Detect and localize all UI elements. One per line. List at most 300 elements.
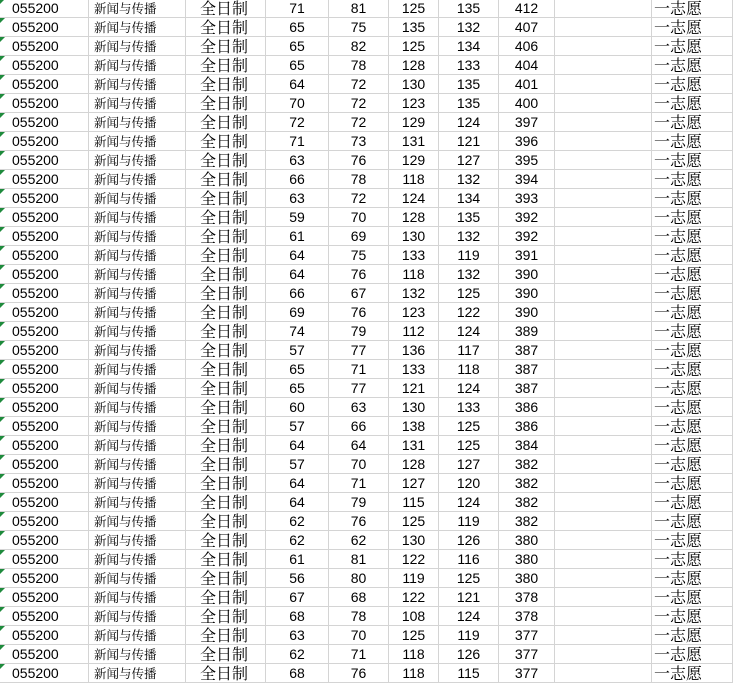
cell-score-3[interactable]: 123: [389, 94, 439, 113]
cell-score-2[interactable]: 82: [329, 37, 389, 56]
cell-major[interactable]: 新闻与传播: [89, 303, 186, 322]
cell-study-type[interactable]: 全日制: [186, 512, 266, 531]
cell-score-3[interactable]: 130: [389, 227, 439, 246]
cell-score-3[interactable]: 135: [389, 18, 439, 37]
cell-code[interactable]: [0, 227, 89, 246]
cell-major[interactable]: 新闻与传播: [89, 664, 186, 683]
cell-empty[interactable]: [555, 94, 652, 113]
cell-score-3[interactable]: 119: [389, 569, 439, 588]
cell-volunteer[interactable]: 一志愿: [652, 550, 733, 569]
cell-score-2[interactable]: 69: [329, 227, 389, 246]
cell-total[interactable]: 392: [499, 227, 555, 246]
cell-score-1[interactable]: 63: [266, 626, 329, 645]
cell-score-3[interactable]: 112: [389, 322, 439, 341]
cell-score-4[interactable]: 125: [439, 436, 499, 455]
cell-total[interactable]: 390: [499, 303, 555, 322]
cell-major[interactable]: 新闻与传播: [89, 645, 186, 664]
cell-empty[interactable]: [555, 607, 652, 626]
cell-score-1[interactable]: 63: [266, 151, 329, 170]
cell-score-4[interactable]: 133: [439, 398, 499, 417]
cell-study-type[interactable]: 全日制: [186, 645, 266, 664]
cell-score-4[interactable]: 135: [439, 0, 499, 18]
cell-major[interactable]: 新闻与传播: [89, 227, 186, 246]
cell-volunteer[interactable]: 一志愿: [652, 379, 733, 398]
cell-major[interactable]: 新闻与传播: [89, 94, 186, 113]
cell-empty[interactable]: [555, 284, 652, 303]
cell-major[interactable]: 新闻与传播: [89, 56, 186, 75]
cell-total[interactable]: 404: [499, 56, 555, 75]
cell-empty[interactable]: [555, 189, 652, 208]
cell-score-3[interactable]: 125: [389, 37, 439, 56]
cell-major[interactable]: 新闻与传播: [89, 75, 186, 94]
cell-study-type[interactable]: 全日制: [186, 75, 266, 94]
cell-score-3[interactable]: 127: [389, 474, 439, 493]
cell-empty[interactable]: [555, 474, 652, 493]
cell-total[interactable]: 384: [499, 436, 555, 455]
cell-score-3[interactable]: 123: [389, 303, 439, 322]
cell-code[interactable]: [0, 303, 89, 322]
cell-score-4[interactable]: 135: [439, 94, 499, 113]
cell-volunteer[interactable]: 一志愿: [652, 151, 733, 170]
cell-score-1[interactable]: 71: [266, 132, 329, 151]
cell-score-1[interactable]: 64: [266, 246, 329, 265]
cell-score-4[interactable]: 117: [439, 341, 499, 360]
cell-score-4[interactable]: 124: [439, 379, 499, 398]
cell-total[interactable]: 400: [499, 94, 555, 113]
cell-empty[interactable]: [555, 227, 652, 246]
cell-total[interactable]: 387: [499, 379, 555, 398]
cell-total[interactable]: 380: [499, 531, 555, 550]
cell-volunteer[interactable]: 一志愿: [652, 493, 733, 512]
cell-empty[interactable]: [555, 113, 652, 132]
cell-major[interactable]: 新闻与传播: [89, 588, 186, 607]
cell-total[interactable]: 377: [499, 645, 555, 664]
cell-total[interactable]: 401: [499, 75, 555, 94]
cell-volunteer[interactable]: 一志愿: [652, 455, 733, 474]
cell-score-2[interactable]: 78: [329, 607, 389, 626]
cell-score-3[interactable]: 131: [389, 436, 439, 455]
cell-score-2[interactable]: 67: [329, 284, 389, 303]
cell-volunteer[interactable]: 一志愿: [652, 189, 733, 208]
cell-code[interactable]: [0, 246, 89, 265]
cell-total[interactable]: 393: [499, 189, 555, 208]
cell-score-3[interactable]: 136: [389, 341, 439, 360]
cell-score-4[interactable]: 120: [439, 474, 499, 493]
cell-total[interactable]: 386: [499, 417, 555, 436]
cell-volunteer[interactable]: 一志愿: [652, 341, 733, 360]
cell-code[interactable]: [0, 398, 89, 417]
cell-major[interactable]: 新闻与传播: [89, 0, 186, 18]
cell-empty[interactable]: [555, 322, 652, 341]
cell-score-3[interactable]: 118: [389, 664, 439, 683]
cell-volunteer[interactable]: 一志愿: [652, 94, 733, 113]
cell-score-4[interactable]: 132: [439, 170, 499, 189]
cell-volunteer[interactable]: 一志愿: [652, 322, 733, 341]
cell-score-1[interactable]: 70: [266, 94, 329, 113]
cell-volunteer[interactable]: 一志愿: [652, 398, 733, 417]
cell-study-type[interactable]: 全日制: [186, 18, 266, 37]
cell-empty[interactable]: [555, 645, 652, 664]
cell-score-3[interactable]: 130: [389, 531, 439, 550]
cell-total[interactable]: 382: [499, 474, 555, 493]
cell-empty[interactable]: [555, 379, 652, 398]
cell-score-4[interactable]: 122: [439, 303, 499, 322]
cell-score-2[interactable]: 66: [329, 417, 389, 436]
cell-score-4[interactable]: 119: [439, 626, 499, 645]
cell-score-3[interactable]: 133: [389, 360, 439, 379]
cell-score-1[interactable]: 62: [266, 531, 329, 550]
cell-major[interactable]: 新闻与传播: [89, 151, 186, 170]
cell-empty[interactable]: [555, 569, 652, 588]
cell-score-4[interactable]: 124: [439, 113, 499, 132]
cell-empty[interactable]: [555, 151, 652, 170]
cell-empty[interactable]: [555, 550, 652, 569]
cell-score-3[interactable]: 130: [389, 75, 439, 94]
cell-empty[interactable]: [555, 664, 652, 683]
cell-score-2[interactable]: 72: [329, 94, 389, 113]
cell-score-4[interactable]: 124: [439, 607, 499, 626]
cell-score-3[interactable]: 115: [389, 493, 439, 512]
cell-score-3[interactable]: 128: [389, 455, 439, 474]
cell-score-2[interactable]: 81: [329, 550, 389, 569]
cell-score-3[interactable]: 138: [389, 417, 439, 436]
cell-total[interactable]: 378: [499, 588, 555, 607]
cell-volunteer[interactable]: 一志愿: [652, 132, 733, 151]
cell-study-type[interactable]: 全日制: [186, 189, 266, 208]
cell-volunteer[interactable]: 一志愿: [652, 56, 733, 75]
cell-score-4[interactable]: 132: [439, 227, 499, 246]
cell-score-4[interactable]: 135: [439, 75, 499, 94]
cell-study-type[interactable]: 全日制: [186, 303, 266, 322]
cell-code[interactable]: [0, 265, 89, 284]
cell-score-1[interactable]: 64: [266, 493, 329, 512]
cell-total[interactable]: 406: [499, 37, 555, 56]
cell-code[interactable]: [0, 531, 89, 550]
cell-score-3[interactable]: 125: [389, 626, 439, 645]
cell-empty[interactable]: [555, 360, 652, 379]
cell-study-type[interactable]: 全日制: [186, 417, 266, 436]
cell-volunteer[interactable]: 一志愿: [652, 588, 733, 607]
cell-score-4[interactable]: 125: [439, 569, 499, 588]
cell-major[interactable]: 新闻与传播: [89, 474, 186, 493]
cell-score-4[interactable]: 126: [439, 531, 499, 550]
cell-code[interactable]: [0, 455, 89, 474]
cell-volunteer[interactable]: 一志愿: [652, 265, 733, 284]
cell-study-type[interactable]: 全日制: [186, 379, 266, 398]
cell-major[interactable]: 新闻与传播: [89, 18, 186, 37]
cell-major[interactable]: 新闻与传播: [89, 550, 186, 569]
cell-code[interactable]: [0, 664, 89, 683]
cell-volunteer[interactable]: 一志愿: [652, 208, 733, 227]
cell-score-1[interactable]: 57: [266, 455, 329, 474]
cell-study-type[interactable]: 全日制: [186, 550, 266, 569]
cell-score-1[interactable]: 67: [266, 588, 329, 607]
cell-study-type[interactable]: 全日制: [186, 246, 266, 265]
cell-major[interactable]: 新闻与传播: [89, 37, 186, 56]
cell-empty[interactable]: [555, 18, 652, 37]
cell-code[interactable]: [0, 189, 89, 208]
cell-study-type[interactable]: 全日制: [186, 360, 266, 379]
cell-score-3[interactable]: 125: [389, 512, 439, 531]
cell-score-2[interactable]: 79: [329, 322, 389, 341]
cell-study-type[interactable]: 全日制: [186, 94, 266, 113]
cell-empty[interactable]: [555, 246, 652, 265]
cell-score-2[interactable]: 77: [329, 379, 389, 398]
cell-score-1[interactable]: 61: [266, 550, 329, 569]
cell-study-type[interactable]: 全日制: [186, 626, 266, 645]
cell-volunteer[interactable]: 一志愿: [652, 626, 733, 645]
cell-major[interactable]: 新闻与传播: [89, 170, 186, 189]
cell-score-4[interactable]: 126: [439, 645, 499, 664]
cell-score-3[interactable]: 108: [389, 607, 439, 626]
cell-score-4[interactable]: 121: [439, 588, 499, 607]
cell-study-type[interactable]: 全日制: [186, 227, 266, 246]
cell-major[interactable]: 新闻与传播: [89, 246, 186, 265]
cell-volunteer[interactable]: 一志愿: [652, 607, 733, 626]
cell-total[interactable]: 395: [499, 151, 555, 170]
cell-code[interactable]: [0, 208, 89, 227]
cell-major[interactable]: 新闻与传播: [89, 531, 186, 550]
cell-code[interactable]: [0, 645, 89, 664]
cell-score-4[interactable]: 134: [439, 189, 499, 208]
cell-empty[interactable]: [555, 531, 652, 550]
cell-volunteer[interactable]: 一志愿: [652, 227, 733, 246]
cell-study-type[interactable]: 全日制: [186, 284, 266, 303]
cell-score-4[interactable]: 118: [439, 360, 499, 379]
cell-study-type[interactable]: 全日制: [186, 455, 266, 474]
cell-score-4[interactable]: 133: [439, 56, 499, 75]
cell-score-3[interactable]: 128: [389, 208, 439, 227]
cell-code[interactable]: [0, 113, 89, 132]
cell-study-type[interactable]: 全日制: [186, 265, 266, 284]
cell-score-4[interactable]: 132: [439, 265, 499, 284]
cell-empty[interactable]: [555, 56, 652, 75]
cell-major[interactable]: 新闻与传播: [89, 493, 186, 512]
cell-score-2[interactable]: 75: [329, 246, 389, 265]
cell-total[interactable]: 377: [499, 664, 555, 683]
cell-score-1[interactable]: 68: [266, 664, 329, 683]
cell-score-2[interactable]: 73: [329, 132, 389, 151]
cell-major[interactable]: 新闻与传播: [89, 360, 186, 379]
cell-score-1[interactable]: 57: [266, 341, 329, 360]
cell-score-3[interactable]: 133: [389, 246, 439, 265]
cell-score-2[interactable]: 79: [329, 493, 389, 512]
cell-score-3[interactable]: 131: [389, 132, 439, 151]
cell-score-1[interactable]: 69: [266, 303, 329, 322]
cell-total[interactable]: 382: [499, 512, 555, 531]
cell-score-1[interactable]: 72: [266, 113, 329, 132]
cell-empty[interactable]: [555, 417, 652, 436]
cell-major[interactable]: 新闻与传播: [89, 379, 186, 398]
cell-code[interactable]: [0, 626, 89, 645]
cell-score-2[interactable]: 80: [329, 569, 389, 588]
cell-total[interactable]: 389: [499, 322, 555, 341]
cell-score-2[interactable]: 71: [329, 474, 389, 493]
cell-code[interactable]: [0, 151, 89, 170]
cell-volunteer[interactable]: 一志愿: [652, 303, 733, 322]
cell-volunteer[interactable]: 一志愿: [652, 75, 733, 94]
cell-code[interactable]: [0, 493, 89, 512]
cell-major[interactable]: 新闻与传播: [89, 208, 186, 227]
cell-major[interactable]: 新闻与传播: [89, 607, 186, 626]
cell-score-2[interactable]: 76: [329, 151, 389, 170]
cell-code[interactable]: [0, 436, 89, 455]
cell-major[interactable]: 新闻与传播: [89, 626, 186, 645]
cell-major[interactable]: 新闻与传播: [89, 284, 186, 303]
cell-score-2[interactable]: 63: [329, 398, 389, 417]
cell-study-type[interactable]: 全日制: [186, 151, 266, 170]
cell-study-type[interactable]: 全日制: [186, 607, 266, 626]
cell-score-2[interactable]: 77: [329, 341, 389, 360]
cell-empty[interactable]: [555, 398, 652, 417]
cell-total[interactable]: 407: [499, 18, 555, 37]
cell-code[interactable]: [0, 569, 89, 588]
cell-score-4[interactable]: 132: [439, 18, 499, 37]
cell-total[interactable]: 397: [499, 113, 555, 132]
cell-volunteer[interactable]: 一志愿: [652, 170, 733, 189]
cell-score-4[interactable]: 119: [439, 512, 499, 531]
cell-score-3[interactable]: 129: [389, 151, 439, 170]
cell-study-type[interactable]: 全日制: [186, 170, 266, 189]
cell-study-type[interactable]: 全日制: [186, 322, 266, 341]
cell-score-4[interactable]: 124: [439, 322, 499, 341]
cell-score-1[interactable]: 66: [266, 284, 329, 303]
cell-empty[interactable]: [555, 0, 652, 18]
cell-score-3[interactable]: 129: [389, 113, 439, 132]
cell-score-2[interactable]: 72: [329, 113, 389, 132]
cell-score-3[interactable]: 118: [389, 645, 439, 664]
cell-volunteer[interactable]: 一志愿: [652, 0, 733, 18]
cell-score-2[interactable]: 75: [329, 18, 389, 37]
cell-code[interactable]: [0, 512, 89, 531]
cell-major[interactable]: 新闻与传播: [89, 398, 186, 417]
cell-score-1[interactable]: 71: [266, 0, 329, 18]
cell-score-1[interactable]: 64: [266, 265, 329, 284]
cell-score-2[interactable]: 76: [329, 512, 389, 531]
cell-total[interactable]: 394: [499, 170, 555, 189]
cell-major[interactable]: 新闻与传播: [89, 113, 186, 132]
cell-score-1[interactable]: 66: [266, 170, 329, 189]
cell-code[interactable]: [0, 550, 89, 569]
cell-volunteer[interactable]: 一志愿: [652, 113, 733, 132]
cell-score-3[interactable]: 124: [389, 189, 439, 208]
cell-score-1[interactable]: 56: [266, 569, 329, 588]
cell-empty[interactable]: [555, 75, 652, 94]
cell-score-2[interactable]: 64: [329, 436, 389, 455]
cell-empty[interactable]: [555, 493, 652, 512]
cell-score-1[interactable]: 63: [266, 189, 329, 208]
cell-volunteer[interactable]: 一志愿: [652, 18, 733, 37]
cell-score-4[interactable]: 121: [439, 132, 499, 151]
cell-score-1[interactable]: 65: [266, 56, 329, 75]
cell-code[interactable]: [0, 18, 89, 37]
cell-score-4[interactable]: 127: [439, 455, 499, 474]
cell-code[interactable]: [0, 607, 89, 626]
cell-major[interactable]: 新闻与传播: [89, 569, 186, 588]
cell-total[interactable]: 390: [499, 265, 555, 284]
cell-major[interactable]: 新闻与传播: [89, 265, 186, 284]
cell-study-type[interactable]: 全日制: [186, 0, 266, 18]
cell-score-4[interactable]: 124: [439, 493, 499, 512]
cell-volunteer[interactable]: 一志愿: [652, 512, 733, 531]
cell-score-3[interactable]: 128: [389, 56, 439, 75]
cell-score-1[interactable]: 65: [266, 18, 329, 37]
cell-major[interactable]: 新闻与传播: [89, 436, 186, 455]
cell-total[interactable]: 382: [499, 493, 555, 512]
cell-score-2[interactable]: 71: [329, 360, 389, 379]
cell-code[interactable]: [0, 170, 89, 189]
cell-code[interactable]: [0, 417, 89, 436]
cell-major[interactable]: 新闻与传播: [89, 455, 186, 474]
cell-score-4[interactable]: 116: [439, 550, 499, 569]
cell-volunteer[interactable]: 一志愿: [652, 37, 733, 56]
cell-study-type[interactable]: 全日制: [186, 569, 266, 588]
cell-total[interactable]: 382: [499, 455, 555, 474]
cell-major[interactable]: 新闻与传播: [89, 132, 186, 151]
cell-volunteer[interactable]: 一志愿: [652, 664, 733, 683]
cell-empty[interactable]: [555, 455, 652, 474]
cell-code[interactable]: [0, 379, 89, 398]
cell-score-1[interactable]: 65: [266, 37, 329, 56]
cell-score-2[interactable]: 71: [329, 645, 389, 664]
cell-score-2[interactable]: 72: [329, 75, 389, 94]
cell-major[interactable]: 新闻与传播: [89, 512, 186, 531]
cell-major[interactable]: 新闻与传播: [89, 341, 186, 360]
cell-volunteer[interactable]: 一志愿: [652, 417, 733, 436]
cell-code[interactable]: [0, 94, 89, 113]
cell-total[interactable]: 396: [499, 132, 555, 151]
cell-empty[interactable]: [555, 132, 652, 151]
cell-score-1[interactable]: 60: [266, 398, 329, 417]
cell-total[interactable]: 386: [499, 398, 555, 417]
cell-score-3[interactable]: 118: [389, 265, 439, 284]
cell-code[interactable]: [0, 132, 89, 151]
cell-code[interactable]: [0, 37, 89, 56]
cell-score-3[interactable]: 122: [389, 588, 439, 607]
cell-study-type[interactable]: 全日制: [186, 664, 266, 683]
cell-code[interactable]: [0, 75, 89, 94]
cell-study-type[interactable]: 全日制: [186, 474, 266, 493]
cell-empty[interactable]: [555, 265, 652, 284]
cell-total[interactable]: 378: [499, 607, 555, 626]
cell-empty[interactable]: [555, 512, 652, 531]
cell-major[interactable]: 新闻与传播: [89, 417, 186, 436]
cell-score-1[interactable]: 59: [266, 208, 329, 227]
cell-score-3[interactable]: 130: [389, 398, 439, 417]
cell-total[interactable]: 390: [499, 284, 555, 303]
cell-score-1[interactable]: 65: [266, 360, 329, 379]
cell-code[interactable]: [0, 341, 89, 360]
cell-code[interactable]: [0, 474, 89, 493]
cell-major[interactable]: 新闻与传播: [89, 189, 186, 208]
cell-volunteer[interactable]: 一志愿: [652, 531, 733, 550]
cell-score-2[interactable]: 68: [329, 588, 389, 607]
cell-study-type[interactable]: 全日制: [186, 398, 266, 417]
cell-score-1[interactable]: 64: [266, 75, 329, 94]
cell-score-4[interactable]: 125: [439, 284, 499, 303]
cell-code[interactable]: [0, 284, 89, 303]
cell-empty[interactable]: [555, 208, 652, 227]
cell-study-type[interactable]: 全日制: [186, 436, 266, 455]
cell-volunteer[interactable]: 一志愿: [652, 569, 733, 588]
cell-empty[interactable]: [555, 303, 652, 322]
cell-total[interactable]: 380: [499, 569, 555, 588]
cell-volunteer[interactable]: 一志愿: [652, 246, 733, 265]
cell-score-1[interactable]: 64: [266, 436, 329, 455]
cell-score-1[interactable]: 62: [266, 512, 329, 531]
cell-score-3[interactable]: 125: [389, 0, 439, 18]
cell-score-4[interactable]: 115: [439, 664, 499, 683]
